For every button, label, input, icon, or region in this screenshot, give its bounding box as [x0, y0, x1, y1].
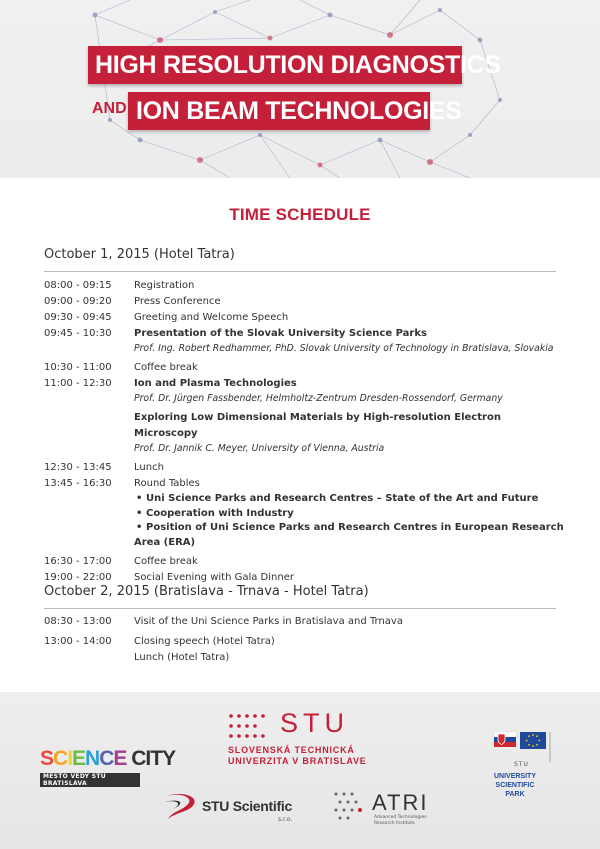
usp-stu-label: STU — [514, 761, 529, 768]
row-time: 09:45 - 10:30 — [44, 328, 112, 339]
row-time: 08:30 - 13:00 — [44, 616, 112, 627]
university-scientific-park-logo — [480, 730, 560, 810]
schedule-row — [44, 360, 564, 376]
row-text: Lunch (Hotel Tatra) — [134, 652, 230, 663]
row-time: 08:00 - 09:15 — [44, 280, 112, 291]
atri-wordmark: ATRI — [372, 790, 429, 815]
row-time: 10:30 - 11:00 — [44, 362, 112, 373]
atri-sub-line2: Research Institute — [374, 821, 415, 826]
schedule-row — [44, 326, 564, 356]
row-time: 13:45 - 16:30 — [44, 478, 112, 489]
bullet-item: • Position of Uni Science Parks and Research Centres in European Research Area (ERA) — [134, 521, 564, 550]
stu-wordmark: STU — [280, 708, 349, 738]
row-text: Closing speech (Hotel Tatra) — [134, 636, 275, 647]
talk-speaker: Prof. Ing. Robert Redhammer, PhD. Slovak University of Technology in Bratislava, Slovakia — [134, 343, 554, 354]
stu-scientific-sub: s.r.o. — [278, 816, 293, 823]
atri-dots-icon — [332, 790, 368, 826]
schedule-row — [44, 634, 564, 666]
schedule-row — [44, 460, 564, 476]
stu-name-line2: UNIVERZITA V BRATISLAVE — [228, 756, 367, 766]
atri-logo — [332, 790, 452, 830]
row-text: Round Tables — [134, 478, 200, 489]
talk-title: Presentation of the Slovak University Science Parks — [134, 328, 427, 339]
science-city-subtitle: MESTO VEDY STU BRATISLAVA — [40, 773, 140, 787]
day-2-schedule — [44, 614, 564, 666]
divider — [44, 271, 556, 272]
row-text: Visit of the Uni Science Parks in Bratislava and Trnava — [134, 616, 403, 627]
footer-logos — [0, 692, 600, 849]
row-text: Lunch — [134, 462, 164, 473]
flags-icon — [480, 730, 560, 762]
stu-name-line1: SLOVENSKÁ TECHNICKÁ — [228, 745, 355, 755]
schedule-row — [44, 554, 564, 570]
stu-dots-icon — [228, 712, 272, 742]
day-1-schedule — [44, 278, 564, 586]
title-and: AND — [92, 100, 127, 117]
row-time: 19:00 - 22:00 — [44, 572, 112, 583]
row-time: 09:30 - 09:45 — [44, 312, 112, 323]
stu-scientific-swoosh-icon — [160, 792, 200, 822]
row-text: Greeting and Welcome Speech — [134, 312, 289, 323]
divider — [44, 608, 556, 609]
bullet-item: • Cooperation with Industry — [134, 507, 564, 522]
row-time: 12:30 - 13:45 — [44, 462, 112, 473]
schedule-row — [44, 278, 564, 294]
talk-speaker: Prof. Dr. Jürgen Fassbender, Helmholtz-Zentrum Dresden-Rossendorf, Germany — [134, 393, 503, 404]
row-text: Coffee break — [134, 362, 198, 373]
schedule-row — [44, 376, 564, 456]
row-time: 11:00 - 12:30 — [44, 378, 112, 389]
row-time: 16:30 - 17:00 — [44, 556, 112, 567]
schedule-row — [44, 476, 564, 550]
stu-scientific-logo — [160, 792, 310, 828]
science-city-logo: SCIENCE CITY MESTO VEDY STU BRATISLAVA — [40, 747, 176, 787]
title-line-1: HIGH RESOLUTION DIAGNOSTICS — [88, 46, 462, 84]
stu-logo — [228, 708, 388, 768]
row-text: Coffee break — [134, 556, 198, 567]
talk-title: Ion and Plasma Technologies — [134, 378, 297, 389]
row-time: 13:00 - 14:00 — [44, 636, 112, 647]
row-time: 09:00 - 09:20 — [44, 296, 112, 307]
schedule-row — [44, 614, 564, 630]
row-text: Press Conference — [134, 296, 221, 307]
bullet-item: • Uni Science Parks and Research Centres – State of the Art and Future — [134, 492, 564, 507]
talk-speaker: Prof. Dr. Jannik C. Meyer, University of Vienna, Austria — [134, 443, 385, 454]
talk-title: Exploring Low Dimensional Materials by High-resolution Electron Microscopy — [134, 412, 501, 439]
schedule-title: TIME SCHEDULE — [229, 205, 371, 224]
stu-scientific-wordmark: STU Scientific — [202, 798, 292, 814]
title-line-2: ION BEAM TECHNOLOGIES — [128, 92, 430, 130]
atri-sub-line1: Advanced Technologies — [374, 815, 427, 820]
row-text: Social Evening with Gala Dinner — [134, 572, 294, 583]
network-graphic — [0, 0, 600, 178]
schedule-row — [44, 294, 564, 310]
header-banner — [0, 0, 600, 178]
day-2-heading: October 2, 2015 (Bratislava - Trnava - Hotel Tatra) — [44, 584, 369, 599]
row-text: Registration — [134, 280, 195, 291]
schedule-row — [44, 310, 564, 326]
day-1-heading: October 1, 2015 (Hotel Tatra) — [44, 247, 235, 262]
usp-name: UNIVERSITY SCIENTIFIC PARK — [493, 773, 536, 798]
